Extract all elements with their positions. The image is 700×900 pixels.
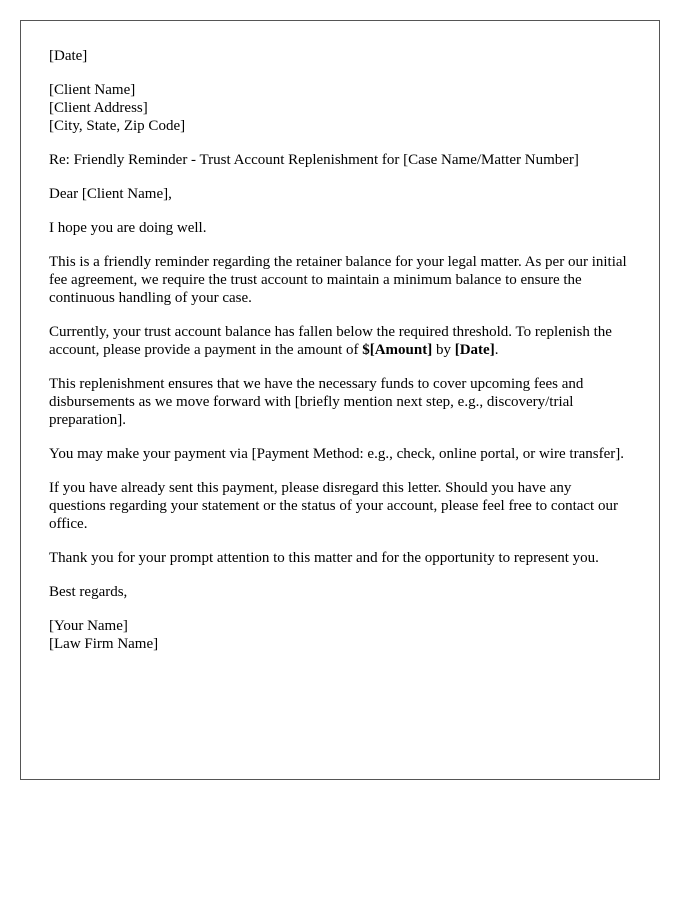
signature-block xyxy=(49,617,631,653)
recipient-address: [Client Address] xyxy=(49,100,148,116)
recipient-city-state-zip: [City, State, Zip Code] xyxy=(49,118,186,134)
disregard-paragraph: If you have already sent this payment, please disregard this letter. Should you have any questions regarding your statement or the status of your account, please feel free to contact our office. xyxy=(49,480,618,532)
recipient-address-block xyxy=(49,81,631,135)
signature-name: [Your Name] xyxy=(49,618,128,634)
letter-page xyxy=(20,20,660,780)
salutation: Dear [Client Name], xyxy=(49,186,172,202)
letter-date: [Date] xyxy=(49,48,88,64)
balance-text-middle: by xyxy=(432,342,455,358)
signature-firm: [Law Firm Name] xyxy=(49,636,159,652)
purpose-paragraph: This replenishment ensures that we have the necessary funds to cover upcoming fees and disbursements as we move forward with [briefly mention next step, e.g., discovery/trial preparation]. xyxy=(49,376,584,428)
balance-text-after: . xyxy=(494,342,499,358)
payment-method-paragraph: You may make your payment via [Payment Method: e.g., check, online portal, or wire transfer]. xyxy=(49,446,624,462)
balance-paragraph xyxy=(49,323,631,359)
subject-line: Re: Friendly Reminder - Trust Account Replenishment for [Case Name/Matter Number] xyxy=(49,152,579,168)
thanks-paragraph: Thank you for your prompt attention to this matter and for the opportunity to represent you. xyxy=(49,550,599,566)
reminder-paragraph: This is a friendly reminder regarding the retainer balance for your legal matter. As per our initial fee agreement, we require the trust account to maintain a minimum balance to ensure the continuous handling of your case. xyxy=(49,254,627,306)
opening-line: I hope you are doing well. xyxy=(49,220,207,236)
payment-due-date: [Date] xyxy=(454,342,495,358)
balance-text-before: Currently, your trust account balance has fallen below the required threshold. To replenish the account, please provide a payment in the amount of xyxy=(49,324,612,358)
payment-amount: $[Amount] xyxy=(362,342,433,358)
recipient-name: [Client Name] xyxy=(49,82,136,98)
closing: Best regards, xyxy=(49,584,128,600)
